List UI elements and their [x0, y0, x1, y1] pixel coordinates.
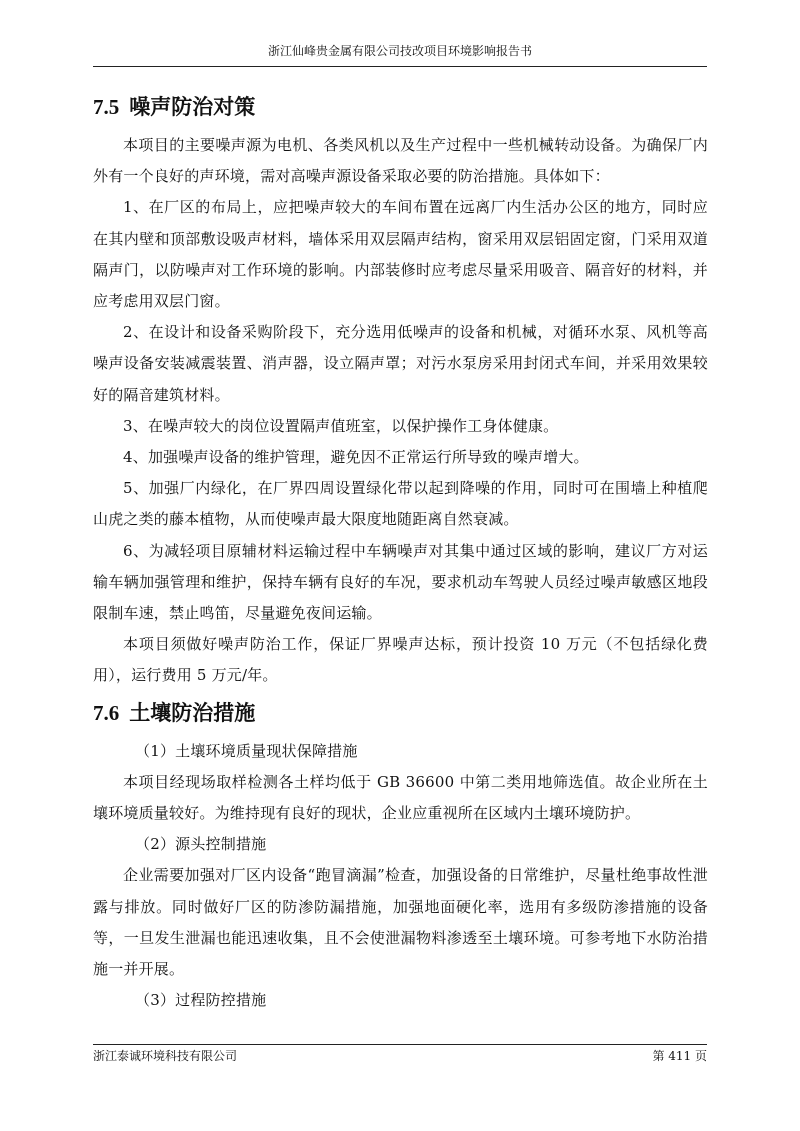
- paragraph: 本项目经现场取样检测各土样均低于 GB 36600 中第二类用地筛选值。故企业所在土壤环境质量较好。为维持现有良好的现状，企业应重视所在区域内土壤环境防护。: [93, 772, 708, 823]
- paragraph: 本项目须做好噪声防治工作，保证厂界噪声达标，预计投资 10 万元（不包括绿化费用），运行费用 5 万元/年。: [93, 635, 708, 685]
- document-body: [93, 86, 708, 1016]
- footer-company: 浙江泰诚环境科技有限公司: [93, 1049, 238, 1063]
- paragraph: 3、在噪声较大的岗位设置隔声值班室，以保护操作工身体健康。: [123, 416, 559, 435]
- paragraph: 6、为减轻项目原辅材料运输过程中车辆噪声对其集中通过区域的影响，建议厂方对运输车辆加强管理和维护，保持车辆有良好的车况，要求机动车驾驶人员经过噪声敏感区地段限制车速，禁止鸣笛，尽量避免夜间运输。: [93, 541, 708, 623]
- section-number: 7.5: [93, 95, 120, 119]
- page-header: [93, 40, 707, 67]
- page-footer: [93, 1044, 707, 1069]
- paragraph: 4、加强噪声设备的维护管理，避免因不正常运行所导致的噪声增大。: [123, 448, 589, 467]
- page-number: 第 411 页: [652, 1049, 707, 1063]
- paragraph: 1、在厂区的布局上，应把噪声较大的车间布置在远离厂内生活办公区的地方，同时应在其内壁和顶部敷设吸声材料，墙体采用双层隔声结构，窗采用双层铝固定窗，门采用双道隔声门，以防噪声对工作环境的影响。内部装修时应考虑尽量采用吸音、隔音好的材料，并应考虑用双层门窗。: [93, 198, 708, 311]
- paragraph: 2、在设计和设备采购阶段下，充分选用低噪声的设备和机械，对循环水泵、风机等高噪声设备安装减震装置、消声器，设立隔声罩；对污水泵房采用封闭式车间，并采用效果较好的隔音建筑材料。: [93, 323, 708, 404]
- subsection-title: （2）源头控制措施: [135, 835, 267, 854]
- section-title: 噪声防治对策: [129, 95, 256, 119]
- paragraph: 企业需要加强对厂区内设备“跑冒滴漏”检查，加强设备的日常维护，尽量杜绝事故性泄露与排放。同时做好厂区的防渗防漏措施，加强地面硬化率，选用有多级防渗措施的设备等，一旦发生泄漏也能迅速收集，且不会使泄漏物料渗透至土壤环境。可参考地下水防治措施一并开展。: [93, 866, 708, 979]
- paragraph: 5、加强厂内绿化，在厂界四周设置绿化带以起到降噪的作用，同时可在围墙上种植爬山虎之类的藤本植物，从而使噪声最大限度地随距离自然衰减。: [93, 479, 708, 529]
- subsection-title: （1）土壤环境质量现状保障措施: [135, 741, 358, 760]
- section-title: 土壤防治措施: [129, 700, 256, 725]
- section-heading-7-6: [93, 692, 708, 734]
- subsection-title: （3）过程防控措施: [135, 991, 267, 1010]
- paragraph: 本项目的主要噪声源为电机、各类风机以及生产过程中一些机械转动设备。为确保厂内外有一个良好的声环境，需对高噪声源设备采取必要的防治措施。具体如下：: [93, 136, 708, 186]
- section-number: 7.6: [93, 700, 120, 725]
- section-heading-7-5: [93, 86, 708, 128]
- header-title: 浙江仙峰贵金属有限公司技改项目环境影响报告书: [267, 44, 532, 58]
